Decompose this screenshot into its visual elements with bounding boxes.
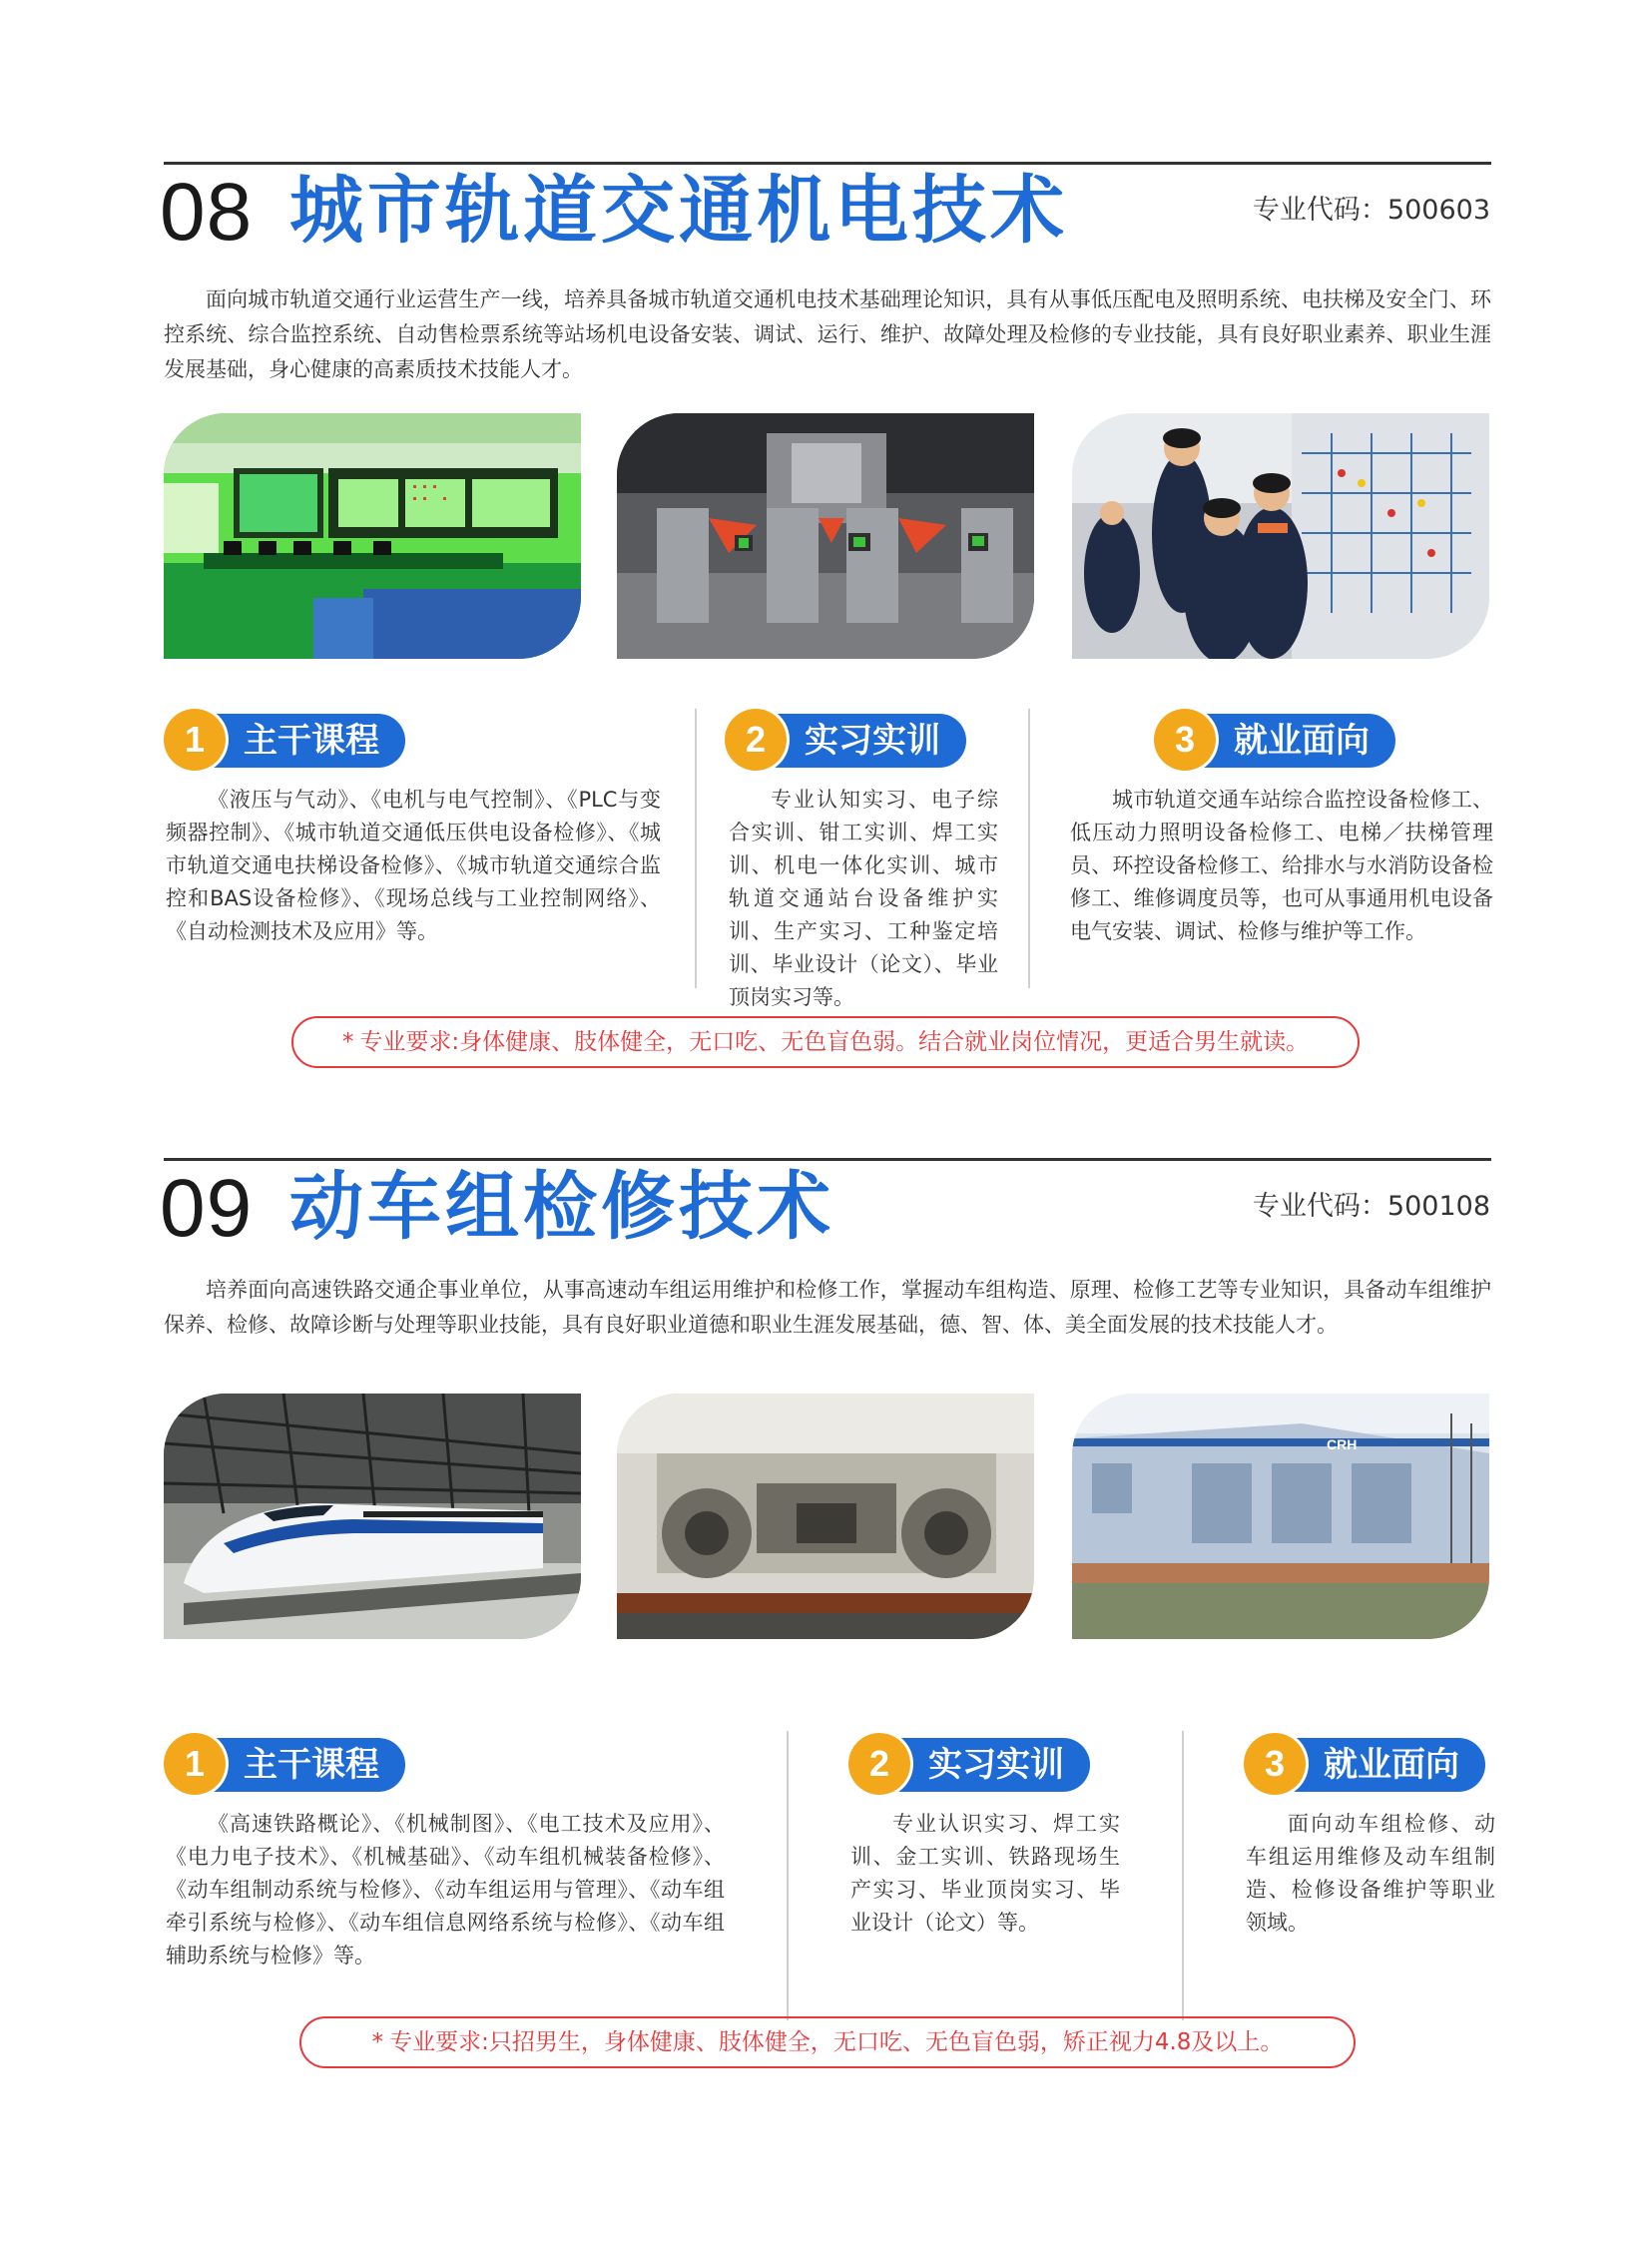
major-code: 专业代码：500603: [1252, 195, 1490, 226]
badge-number: 1: [164, 709, 226, 771]
major-intro: 面向城市轨道交通行业运营生产一线，培养具备城市轨道交通机电技术基础理论知识，具有从事低压配电及照明系统、电扶梯及安全门、环控系统、综合监控系统、自动售检票系统等站场机电设备安装、调试、运行、维护、故障处理及检修的专业技能，具有良好职业素养、职业生涯发展基础，身心健康的高素质技术技能人才。: [164, 287, 1491, 381]
major-title: 动车组检修技术: [289, 1164, 834, 1250]
requirement-box: [299, 2016, 1356, 2068]
internship-text: 专业认识实习、焊工实训、金工实训、铁路现场生产实习、毕业顶岗实习、毕业设计（论文）等。: [850, 1812, 1120, 1935]
bogie-undercarriage-photo: [617, 1394, 1034, 1639]
crh-depot-photo: [1072, 1394, 1489, 1639]
major-code: 专业代码：500108: [1252, 1191, 1490, 1222]
major-intro: 培养面向高速铁路交通企事业单位，从事高速动车组运用维护和检修工作，掌握动车组构造、原理、检修工艺等专业知识，具备动车组维护保养、检修、故障诊断与处理等职业技能，具有良好职业道德和职业生涯发展基础，德、智、体、美全面发展的技术技能人才。: [164, 1278, 1491, 1337]
major-section-08: [0, 0, 1652, 1055]
crh-signage: CRH: [1327, 1436, 1358, 1452]
employment-text: 面向动车组检修、动车组运用维修及动车组制造、检修设备维护等职业领域。: [1246, 1812, 1495, 1935]
badge-employment: [1156, 714, 1395, 768]
control-room-photo: [164, 413, 581, 659]
core-courses-text: 《液压与气动》、《电机与电气控制》、《PLC与变频器控制》、《城市轨道交通低压供电设备检修》、《城市轨道交通电扶梯设备检修》、《城市轨道交通综合监控和BAS设备检修》、《现场总线与工业控制网络》、《自动检测技术及应用》等。: [166, 788, 661, 943]
badge-label: 实习实训: [805, 721, 940, 761]
badge-label: 就业面向: [1324, 1745, 1459, 1785]
asterisk-icon: *: [371, 2029, 384, 2055]
badge-label: 主干课程: [244, 721, 379, 761]
fare-gate-photo: [617, 413, 1034, 659]
badge-label: 就业面向: [1234, 721, 1370, 761]
badge-core-courses: [166, 1738, 405, 1792]
internship-text: 专业认知实习、电子综合实训、钳工实训、焊工实训、机电一体化实训、城市轨道交通站台设备维护实训、生产实习、工种鉴定培训、毕业设计（论文）、毕业顶岗实习等。: [729, 788, 998, 1009]
badge-core-courses: [166, 714, 405, 768]
major-title: 城市轨道交通机电技术: [289, 168, 1068, 254]
column-divider: [1028, 709, 1030, 988]
badge-label: 实习实训: [928, 1745, 1064, 1785]
major-number: 08: [160, 167, 254, 258]
badge-label: 主干课程: [244, 1745, 379, 1785]
asterisk-icon: *: [341, 1029, 354, 1055]
major-section-09: [0, 996, 1652, 2055]
badge-number: 1: [164, 1733, 226, 1795]
badge-number: 3: [1244, 1733, 1306, 1795]
major-number: 09: [160, 1163, 254, 1254]
column-divider: [787, 1731, 789, 2020]
core-courses-text: 《高速铁路概论》、《机械制图》、《电工技术及应用》、《电力电子技术》、《机械基础》、《动车组机械装备检修》、《动车组制动系统与检修》、《动车组运用与管理》、《动车组牵引系统与检修》、《动车组信息网络系统与检修》、《动车组辅助系统与检修》等。: [166, 1812, 725, 1967]
badge-internship: [727, 714, 966, 768]
column-divider: [1182, 1731, 1184, 2020]
requirement-text: 专业要求:身体健康、肢体健全，无口吃、无色盲色弱。结合就业岗位情况，更适合男生就读。: [359, 1029, 1310, 1055]
employment-text: 城市轨道交通车站综合监控设备检修工、低压动力照明设备检修工、电梯／扶梯管理员、环控设备检修工、给排水与水消防设备检修工、维修调度员等，也可从事通用机电设备电气安装、调试、检修与维护等工作。: [1070, 788, 1493, 943]
badge-number: 3: [1154, 709, 1216, 771]
badge-number: 2: [848, 1733, 910, 1795]
section-divider: [164, 162, 1491, 165]
column-divider: [695, 709, 697, 988]
section-divider: [164, 1158, 1491, 1161]
electrical-training-photo: [1072, 413, 1489, 659]
badge-employment: [1246, 1738, 1485, 1792]
badge-number: 2: [725, 709, 787, 771]
bullet-train-photo: [164, 1394, 581, 1639]
badge-internship: [850, 1738, 1090, 1792]
requirement-text: 专业要求:只招男生，身体健康、肢体健全，无口吃、无色盲色弱，矫正视力4.8及以上。: [389, 2029, 1284, 2055]
